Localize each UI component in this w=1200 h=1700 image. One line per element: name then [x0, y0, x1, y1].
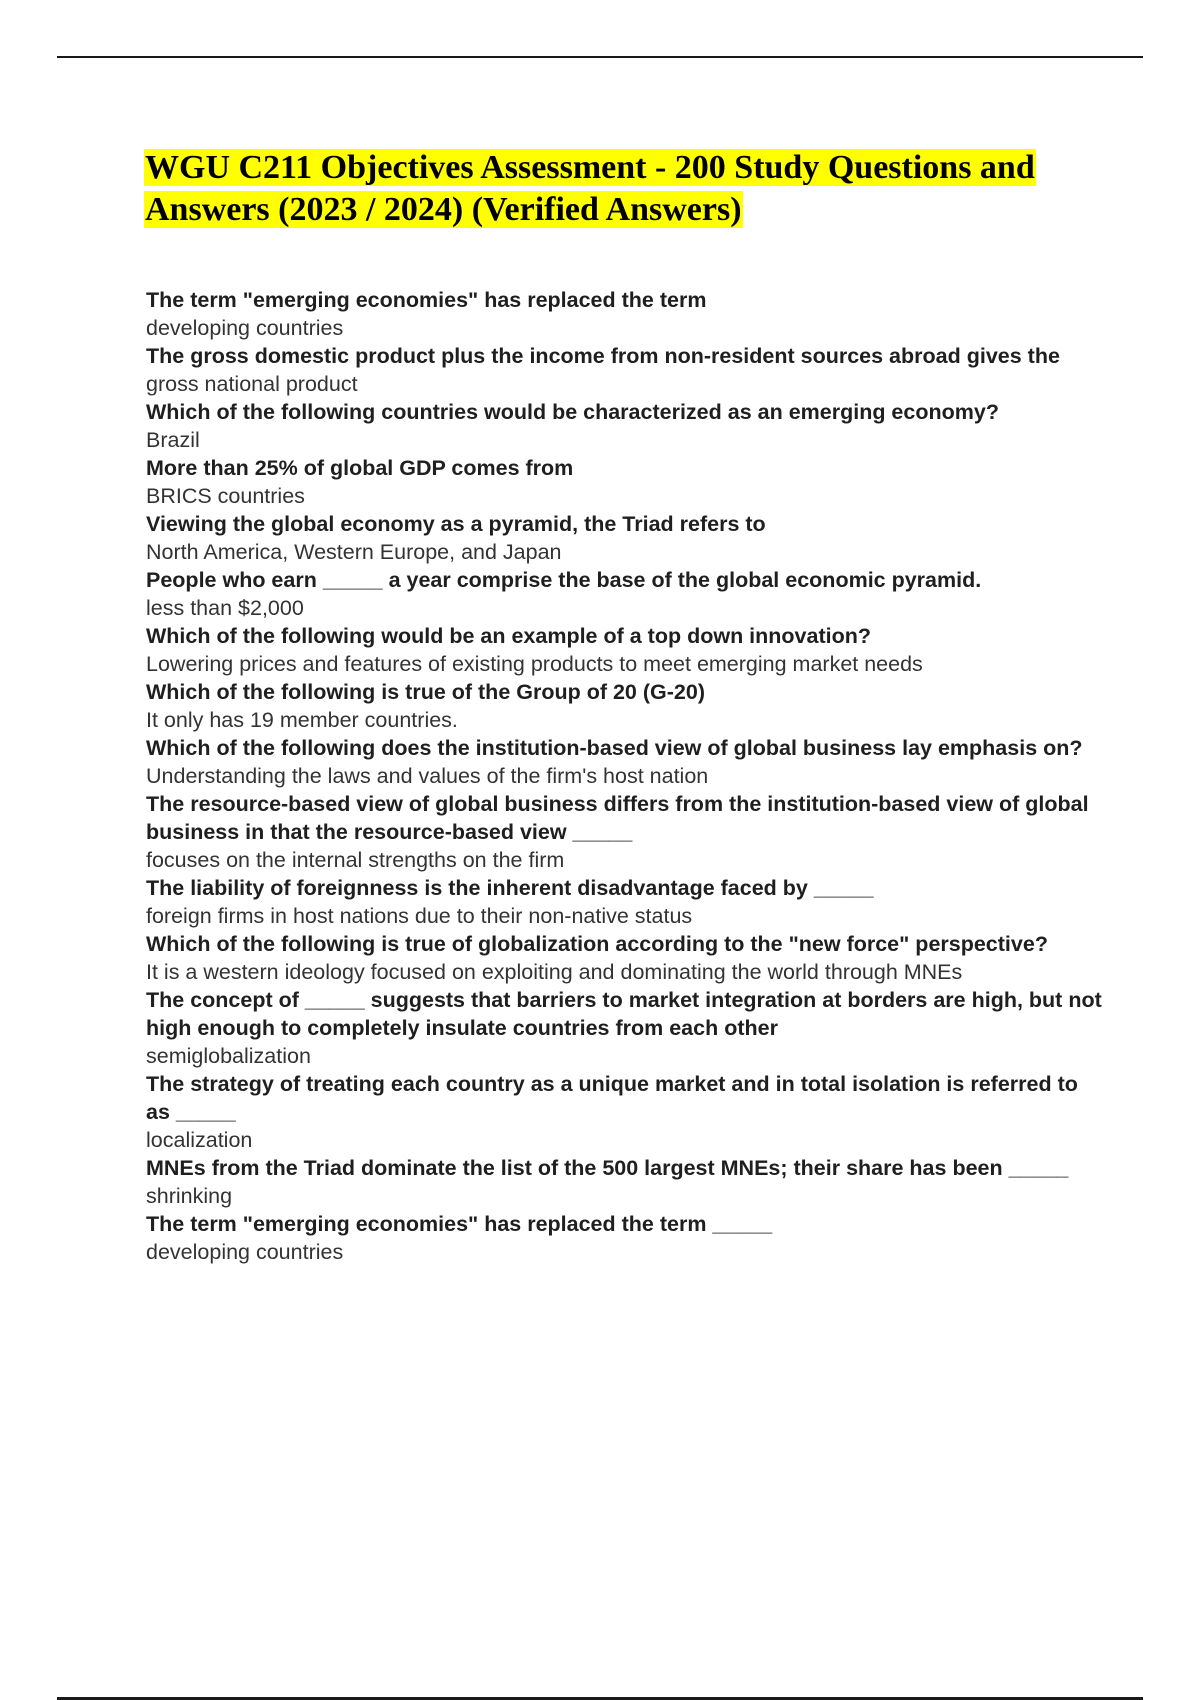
question-text: Which of the following would be an example of a top down innovation? [146, 624, 871, 648]
answer-text: less than $2,000 [146, 596, 304, 620]
answer-text: BRICS countries [146, 484, 305, 508]
qa-item [146, 510, 1106, 566]
question-text: The term "emerging economies" has replaced the term [146, 288, 707, 312]
qa-item [146, 874, 1106, 930]
answer-text: developing countries [146, 316, 344, 340]
answer-text: Brazil [146, 428, 200, 452]
question-text: Which of the following does the institution-based view of global business lay emphasis on? [146, 736, 1083, 760]
question-answer-list [146, 286, 1106, 1266]
question-text: MNEs from the Triad dominate the list of the 500 largest MNEs; their share has been _____ [146, 1156, 1069, 1180]
qa-item [146, 566, 1106, 622]
answer-text: Lowering prices and features of existing products to meet emerging market needs [146, 652, 923, 676]
answer-text: foreign firms in host nations due to their non-native status [146, 904, 693, 928]
answer-text: localization [146, 1128, 253, 1152]
qa-item [146, 286, 1106, 342]
top-rule [57, 56, 1143, 58]
qa-item [146, 342, 1106, 398]
question-text: Viewing the global economy as a pyramid, the Triad refers to [146, 512, 766, 536]
qa-item [146, 398, 1106, 454]
qa-item [146, 734, 1106, 790]
question-text: The gross domestic product plus the income from non-resident sources abroad gives the [146, 344, 1060, 368]
answer-text: North America, Western Europe, and Japan [146, 540, 562, 564]
question-text: The concept of _____ suggests that barriers to market integration at borders are high, but not high enough to completely insulate countries from each other [146, 988, 1102, 1040]
answer-text: It only has 19 member countries. [146, 708, 458, 732]
qa-item [146, 1210, 1106, 1266]
qa-item [146, 790, 1106, 874]
qa-item [146, 930, 1106, 986]
answer-text: semiglobalization [146, 1044, 311, 1068]
answer-text: focuses on the internal strengths on the firm [146, 848, 565, 872]
question-text: The liability of foreignness is the inherent disadvantage faced by _____ [146, 876, 874, 900]
question-text: People who earn _____ a year comprise the base of the global economic pyramid. [146, 568, 982, 592]
qa-item [146, 1070, 1106, 1154]
question-text: The term "emerging economies" has replaced the term _____ [146, 1212, 773, 1236]
answer-text: Understanding the laws and values of the firm's host nation [146, 764, 709, 788]
question-text: The resource-based view of global business differs from the institution-based view of global business in that the resource-based view _____ [146, 792, 1089, 844]
document-title [144, 147, 1084, 231]
question-text: The strategy of treating each country as a unique market and in total isolation is referred to as _____ [146, 1072, 1078, 1124]
qa-item [146, 454, 1106, 510]
question-text: Which of the following countries would be characterized as an emerging economy? [146, 400, 999, 424]
question-text: Which of the following is true of globalization according to the "new force" perspective? [146, 932, 1048, 956]
title-highlight: WGU C211 Objectives Assessment - 200 Study Questions and Answers (2023 / 2024) (Verified Answers) [145, 149, 1035, 228]
qa-item [146, 622, 1106, 678]
answer-text: gross national product [146, 372, 358, 396]
answer-text: shrinking [146, 1184, 233, 1208]
answer-text: developing countries [146, 1240, 344, 1264]
question-text: Which of the following is true of the Group of 20 (G-20) [146, 680, 705, 704]
qa-item [146, 986, 1106, 1070]
question-text: More than 25% of global GDP comes from [146, 456, 574, 480]
qa-item [146, 1154, 1106, 1210]
answer-text: It is a western ideology focused on exploiting and dominating the world through MNEs [146, 960, 963, 984]
qa-item [146, 678, 1106, 734]
